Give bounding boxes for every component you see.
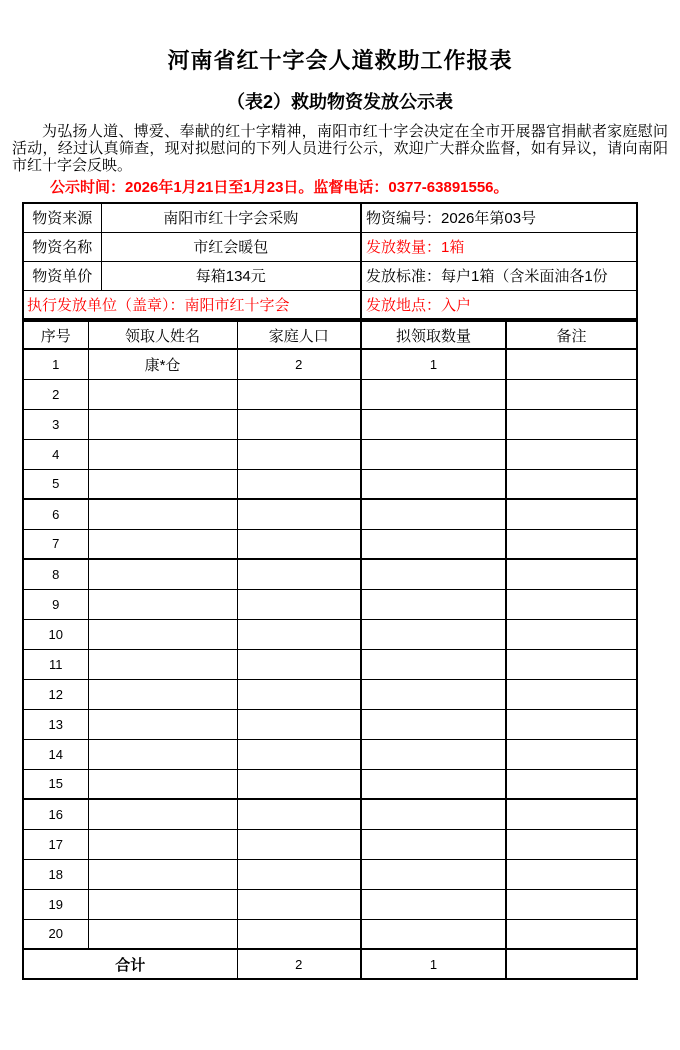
cell-remarks <box>506 379 637 409</box>
cell-recipient-name <box>88 859 237 889</box>
value-issuing-unit: 执行发放单位（盖章）：南阳市红十字会 <box>23 290 361 319</box>
cell-planned-quantity <box>361 559 506 589</box>
cell-serial: 13 <box>23 709 88 739</box>
header-serial: 序号 <box>23 321 88 349</box>
total-planned-quantity: 1 <box>361 949 506 979</box>
cell-family-size <box>237 619 361 649</box>
table-row <box>23 769 637 799</box>
cell-serial: 1 <box>23 349 88 379</box>
header-remarks: 备注 <box>506 321 637 349</box>
cell-serial: 14 <box>23 739 88 769</box>
cell-family-size <box>237 709 361 739</box>
cell-recipient-name <box>88 529 237 559</box>
cell-family-size <box>237 379 361 409</box>
header-planned-quantity: 拟领取数量 <box>361 321 506 349</box>
cell-family-size <box>237 559 361 589</box>
cell-family-size: 2 <box>237 349 361 379</box>
cell-family-size <box>237 589 361 619</box>
value-issue-place: 发放地点：入户 <box>361 290 637 319</box>
cell-recipient-name <box>88 799 237 829</box>
cell-recipient-name <box>88 469 237 499</box>
label-material-name: 物资名称 <box>23 232 101 261</box>
cell-recipient-name <box>88 559 237 589</box>
cell-serial: 7 <box>23 529 88 559</box>
cell-planned-quantity: 1 <box>361 349 506 379</box>
total-family-size: 2 <box>237 949 361 979</box>
cell-remarks <box>506 349 637 379</box>
cell-serial: 11 <box>23 649 88 679</box>
cell-remarks <box>506 709 637 739</box>
cell-remarks <box>506 859 637 889</box>
table-row <box>23 709 637 739</box>
cell-recipient-name <box>88 829 237 859</box>
header-family-size: 家庭人口 <box>237 321 361 349</box>
table-row <box>23 799 637 829</box>
cell-remarks <box>506 589 637 619</box>
cell-family-size <box>237 469 361 499</box>
cell-serial: 5 <box>23 469 88 499</box>
total-row <box>23 949 637 979</box>
cell-planned-quantity <box>361 889 506 919</box>
cell-remarks <box>506 679 637 709</box>
recipient-list-table <box>22 320 638 980</box>
table-row <box>23 589 637 619</box>
cell-recipient-name <box>88 439 237 469</box>
header-recipient-name: 领取人姓名 <box>88 321 237 349</box>
cell-remarks <box>506 649 637 679</box>
cell-family-size <box>237 919 361 949</box>
table-row <box>23 829 637 859</box>
cell-remarks <box>506 829 637 859</box>
cell-planned-quantity <box>361 589 506 619</box>
table-row <box>23 409 637 439</box>
cell-remarks <box>506 889 637 919</box>
cell-planned-quantity <box>361 859 506 889</box>
cell-recipient-name <box>88 619 237 649</box>
info-row-source <box>23 203 637 232</box>
cell-serial: 17 <box>23 829 88 859</box>
list-body <box>23 349 637 949</box>
cell-recipient-name <box>88 889 237 919</box>
table-row <box>23 619 637 649</box>
cell-recipient-name <box>88 739 237 769</box>
value-material-code: 物资编号：2026年第03号 <box>361 203 637 232</box>
cell-planned-quantity <box>361 649 506 679</box>
publicity-notice: 公示时间：2026年1月21日至1月23日。监督电话：0377-63891556。 <box>50 179 509 196</box>
label-material-price: 物资单价 <box>23 261 101 290</box>
label-material-source: 物资来源 <box>23 203 101 232</box>
cell-planned-quantity <box>361 769 506 799</box>
cell-recipient-name <box>88 589 237 619</box>
cell-serial: 2 <box>23 379 88 409</box>
total-label: 合计 <box>23 949 237 979</box>
material-info-table <box>22 202 638 320</box>
cell-family-size <box>237 889 361 919</box>
cell-family-size <box>237 649 361 679</box>
cell-remarks <box>506 919 637 949</box>
info-row-name <box>23 232 637 261</box>
cell-family-size <box>237 409 361 439</box>
value-material-price: 每箱134元 <box>101 261 361 290</box>
cell-recipient-name <box>88 769 237 799</box>
cell-recipient-name <box>88 379 237 409</box>
cell-family-size <box>237 769 361 799</box>
value-material-name: 市红会暖包 <box>101 232 361 261</box>
cell-recipient-name <box>88 709 237 739</box>
info-row-price <box>23 261 637 290</box>
cell-remarks <box>506 619 637 649</box>
table-row <box>23 469 637 499</box>
total-remarks <box>506 949 637 979</box>
table-row <box>23 529 637 559</box>
cell-remarks <box>506 739 637 769</box>
cell-planned-quantity <box>361 829 506 859</box>
report-document <box>0 44 680 980</box>
cell-remarks <box>506 799 637 829</box>
cell-remarks <box>506 499 637 529</box>
cell-recipient-name <box>88 649 237 679</box>
cell-remarks <box>506 409 637 439</box>
page-title: 河南省红十字会人道救助工作报表 <box>167 48 513 73</box>
table-row <box>23 889 637 919</box>
cell-planned-quantity <box>361 799 506 829</box>
table-row <box>23 439 637 469</box>
table-row <box>23 559 637 589</box>
list-head <box>23 321 637 349</box>
table-row <box>23 499 637 529</box>
table-row <box>23 349 637 379</box>
cell-serial: 20 <box>23 919 88 949</box>
table-row <box>23 379 637 409</box>
cell-family-size <box>237 739 361 769</box>
cell-serial: 9 <box>23 589 88 619</box>
cell-family-size <box>237 679 361 709</box>
cell-remarks <box>506 529 637 559</box>
cell-planned-quantity <box>361 679 506 709</box>
cell-recipient-name <box>88 919 237 949</box>
cell-family-size <box>237 829 361 859</box>
cell-planned-quantity <box>361 619 506 649</box>
cell-serial: 3 <box>23 409 88 439</box>
cell-serial: 8 <box>23 559 88 589</box>
list-header-row <box>23 321 637 349</box>
cell-recipient-name <box>88 679 237 709</box>
cell-planned-quantity <box>361 709 506 739</box>
cell-recipient-name <box>88 499 237 529</box>
cell-family-size <box>237 439 361 469</box>
cell-planned-quantity <box>361 529 506 559</box>
cell-remarks <box>506 559 637 589</box>
list-foot <box>23 949 637 979</box>
cell-planned-quantity <box>361 409 506 439</box>
cell-serial: 4 <box>23 439 88 469</box>
cell-serial: 15 <box>23 769 88 799</box>
value-material-source: 南阳市红十字会采购 <box>101 203 361 232</box>
cell-serial: 16 <box>23 799 88 829</box>
cell-planned-quantity <box>361 439 506 469</box>
value-issue-quantity: 发放数量：1箱 <box>361 232 637 261</box>
value-issue-standard: 发放标准：每户1箱（含米面油各1份 <box>361 261 637 290</box>
cell-remarks <box>506 439 637 469</box>
cell-serial: 18 <box>23 859 88 889</box>
cell-planned-quantity <box>361 739 506 769</box>
cell-family-size <box>237 859 361 889</box>
cell-recipient-name <box>88 409 237 439</box>
cell-family-size <box>237 529 361 559</box>
cell-planned-quantity <box>361 379 506 409</box>
intro-paragraph: 为弘扬人道、博爱、奉献的红十字精神，南阳市红十字会决定在全市开展器官捐献者家庭慰问活动，经过认真筛查，现对拟慰问的下列人员进行公示，欢迎广大群众监督，如有异议，请向南阳市红十字会反映。 <box>12 123 668 174</box>
cell-recipient-name: 康*仓 <box>88 349 237 379</box>
table-row <box>23 919 637 949</box>
cell-family-size <box>237 499 361 529</box>
table-row <box>23 649 637 679</box>
info-row-issuer <box>23 290 637 319</box>
cell-planned-quantity <box>361 919 506 949</box>
table-row <box>23 859 637 889</box>
table-row <box>23 679 637 709</box>
cell-remarks <box>506 469 637 499</box>
cell-remarks <box>506 769 637 799</box>
cell-serial: 6 <box>23 499 88 529</box>
cell-planned-quantity <box>361 499 506 529</box>
cell-serial: 19 <box>23 889 88 919</box>
cell-serial: 12 <box>23 679 88 709</box>
cell-family-size <box>237 799 361 829</box>
page-subtitle: （表2）救助物资发放公示表 <box>226 92 453 112</box>
cell-planned-quantity <box>361 469 506 499</box>
table-row <box>23 739 637 769</box>
cell-serial: 10 <box>23 619 88 649</box>
